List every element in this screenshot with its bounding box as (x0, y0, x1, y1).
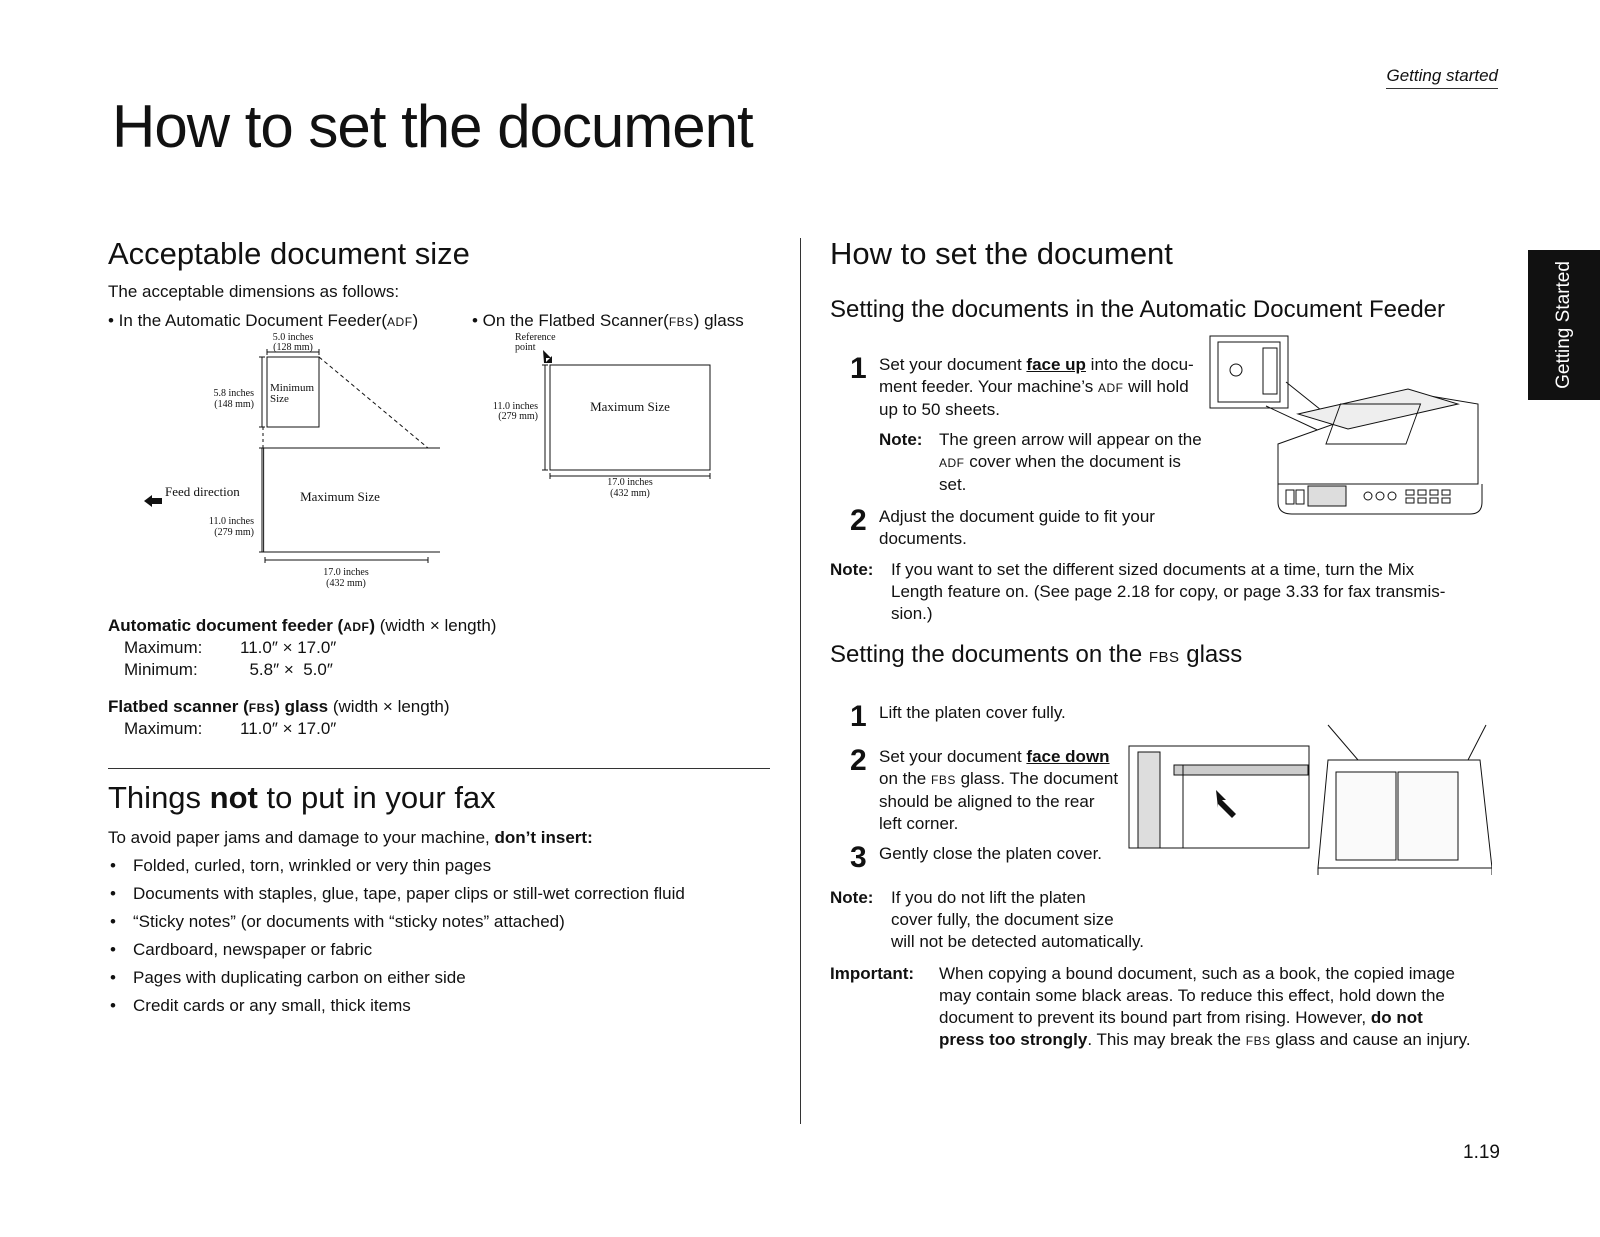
fbs-size-diagram (480, 332, 720, 512)
adf-machine-illustration (1208, 334, 1488, 532)
size-intro: The acceptable dimensions as follows: (108, 282, 400, 301)
things-list (108, 855, 685, 1023)
min-width-mm: (128 mm) (273, 342, 313, 353)
min-size-label-1: Minimum (270, 382, 315, 394)
side-tab (1528, 250, 1600, 400)
important-text: When copying a bound document, such as a book, the copied image may contain some black areas. To reduce this effect, hold down the document to prevent its bound part from rising. However, do not press too strongly. This may break the FBS glass and cause an injury. (939, 964, 1471, 1049)
fbs-spec-max-row: Maximum: 11.0″ × 17.0″ (124, 719, 337, 738)
page-number: 1.19 (1463, 1142, 1500, 1163)
fbs-width-in: 17.0 inches (607, 477, 653, 488)
adf-note-label: Note: (830, 560, 874, 579)
adf-step-1-note-text: The green arrow will appear on the ADF cover when the document is set. (939, 430, 1202, 494)
section-divider (108, 768, 770, 769)
adf-max-size-label: Maximum Size (300, 489, 380, 504)
max-height-in: 11.0 inches (208, 516, 254, 527)
max-height-mm: (279 mm) (214, 527, 254, 538)
fbs-step-3-number: 3 (850, 841, 867, 874)
list-item: • Documents with staples, glue, tape, paper clips or still-wet correction fluid (108, 883, 685, 911)
fbs-section-heading: Setting the documents on the FBS glass (830, 641, 1243, 668)
running-head: Getting started (1386, 66, 1498, 89)
adf-step-2-text: Adjust the document guide to fit your documents. (879, 507, 1155, 548)
min-width-in: 5.0 inches (272, 332, 314, 343)
adf-spec-min-row: Minimum: 5.8″ × 5.0″ (124, 660, 333, 679)
adf-spec-title: Automatic document feeder (ADF) (width × length) (108, 616, 497, 635)
adf-step-1-number: 1 (850, 352, 867, 385)
adf-figure-label: • In the Automatic Document Feeder(ADF) (108, 311, 419, 330)
size-section-heading: Acceptable document size (108, 236, 470, 271)
min-height-in: 5.8 inches (213, 388, 254, 399)
fbs-spec-title: Flatbed scanner (FBS) glass (width × length) (108, 697, 450, 716)
reference-label-2: point (515, 342, 536, 353)
adf-step-1-text: Set your document face up into the docu- ment feeder. Your machine’s ADF will hold up to 50 sheets. (879, 355, 1194, 419)
fbs-step-3-text: Gently close the platen cover. (879, 844, 1103, 863)
adf-size-diagram (130, 332, 440, 602)
right-heading: How to set the document (830, 236, 1173, 271)
list-item: • Pages with duplicating carbon on either side (108, 967, 685, 995)
fbs-glass-illustration (1128, 720, 1492, 875)
min-height-mm: (148 mm) (214, 399, 254, 410)
list-item: • Cardboard, newspaper or fabric (108, 939, 685, 967)
max-width-mm: (432 mm) (326, 578, 366, 589)
fbs-note-label: Note: (830, 888, 874, 907)
adf-step-1-note-label: Note: (879, 430, 923, 449)
list-item: • Credit cards or any small, thick items (108, 995, 685, 1023)
fbs-note-text: If you do not lift the platen cover fully, the document size will not be detected automatically. (891, 888, 1144, 951)
fbs-step-1-text: Lift the platen cover fully. (879, 703, 1066, 722)
list-item: • Folded, curled, torn, wrinkled or very thin pages (108, 855, 685, 883)
fbs-max-size-label: Maximum Size (590, 399, 670, 414)
fbs-step-2-number: 2 (850, 744, 867, 777)
reference-label-1: Reference (515, 332, 556, 343)
side-tab-label: Getting Started (1553, 261, 1574, 389)
fbs-maximum-size-box (550, 365, 710, 470)
feed-direction-arrow-icon (144, 495, 162, 507)
list-item: • “Sticky notes” (or documents with “sticky notes” attached) (108, 911, 685, 939)
fbs-step-2-text: Set your document face down on the FBS glass. The document should be aligned to the rear left corner. (879, 747, 1119, 833)
min-size-label-2: Size (270, 393, 289, 405)
fbs-width-mm: (432 mm) (610, 488, 650, 499)
fbs-height-mm: (279 mm) (498, 411, 538, 422)
adf-section-heading: Setting the documents in the Automatic Document Feeder (830, 296, 1446, 323)
adf-note-text: If you want to set the different sized documents at a time, turn the Mix Length feature on. (See page 2.18 for copy, or page 3.33 for fax transmis- sion.) (891, 560, 1446, 623)
adf-spec-max-row: Maximum: 11.0″ × 17.0″ (124, 638, 337, 657)
max-width-in: 17.0 inches (323, 567, 369, 578)
column-divider (800, 238, 801, 1124)
adf-step-2-number: 2 (850, 504, 867, 537)
things-heading: Things not to put in your fax (108, 780, 496, 815)
fbs-step-1-number: 1 (850, 700, 867, 733)
things-intro: To avoid paper jams and damage to your machine, don’t insert: (108, 828, 593, 847)
reference-arrow-icon (543, 350, 552, 363)
page-title: How to set the document (112, 93, 753, 160)
feed-direction-label: Feed direction (165, 484, 240, 499)
important-label: Important: (830, 964, 915, 983)
fbs-height-in: 11.0 inches (492, 401, 538, 412)
fbs-figure-label: • On the Flatbed Scanner(FBS) glass (472, 311, 744, 330)
